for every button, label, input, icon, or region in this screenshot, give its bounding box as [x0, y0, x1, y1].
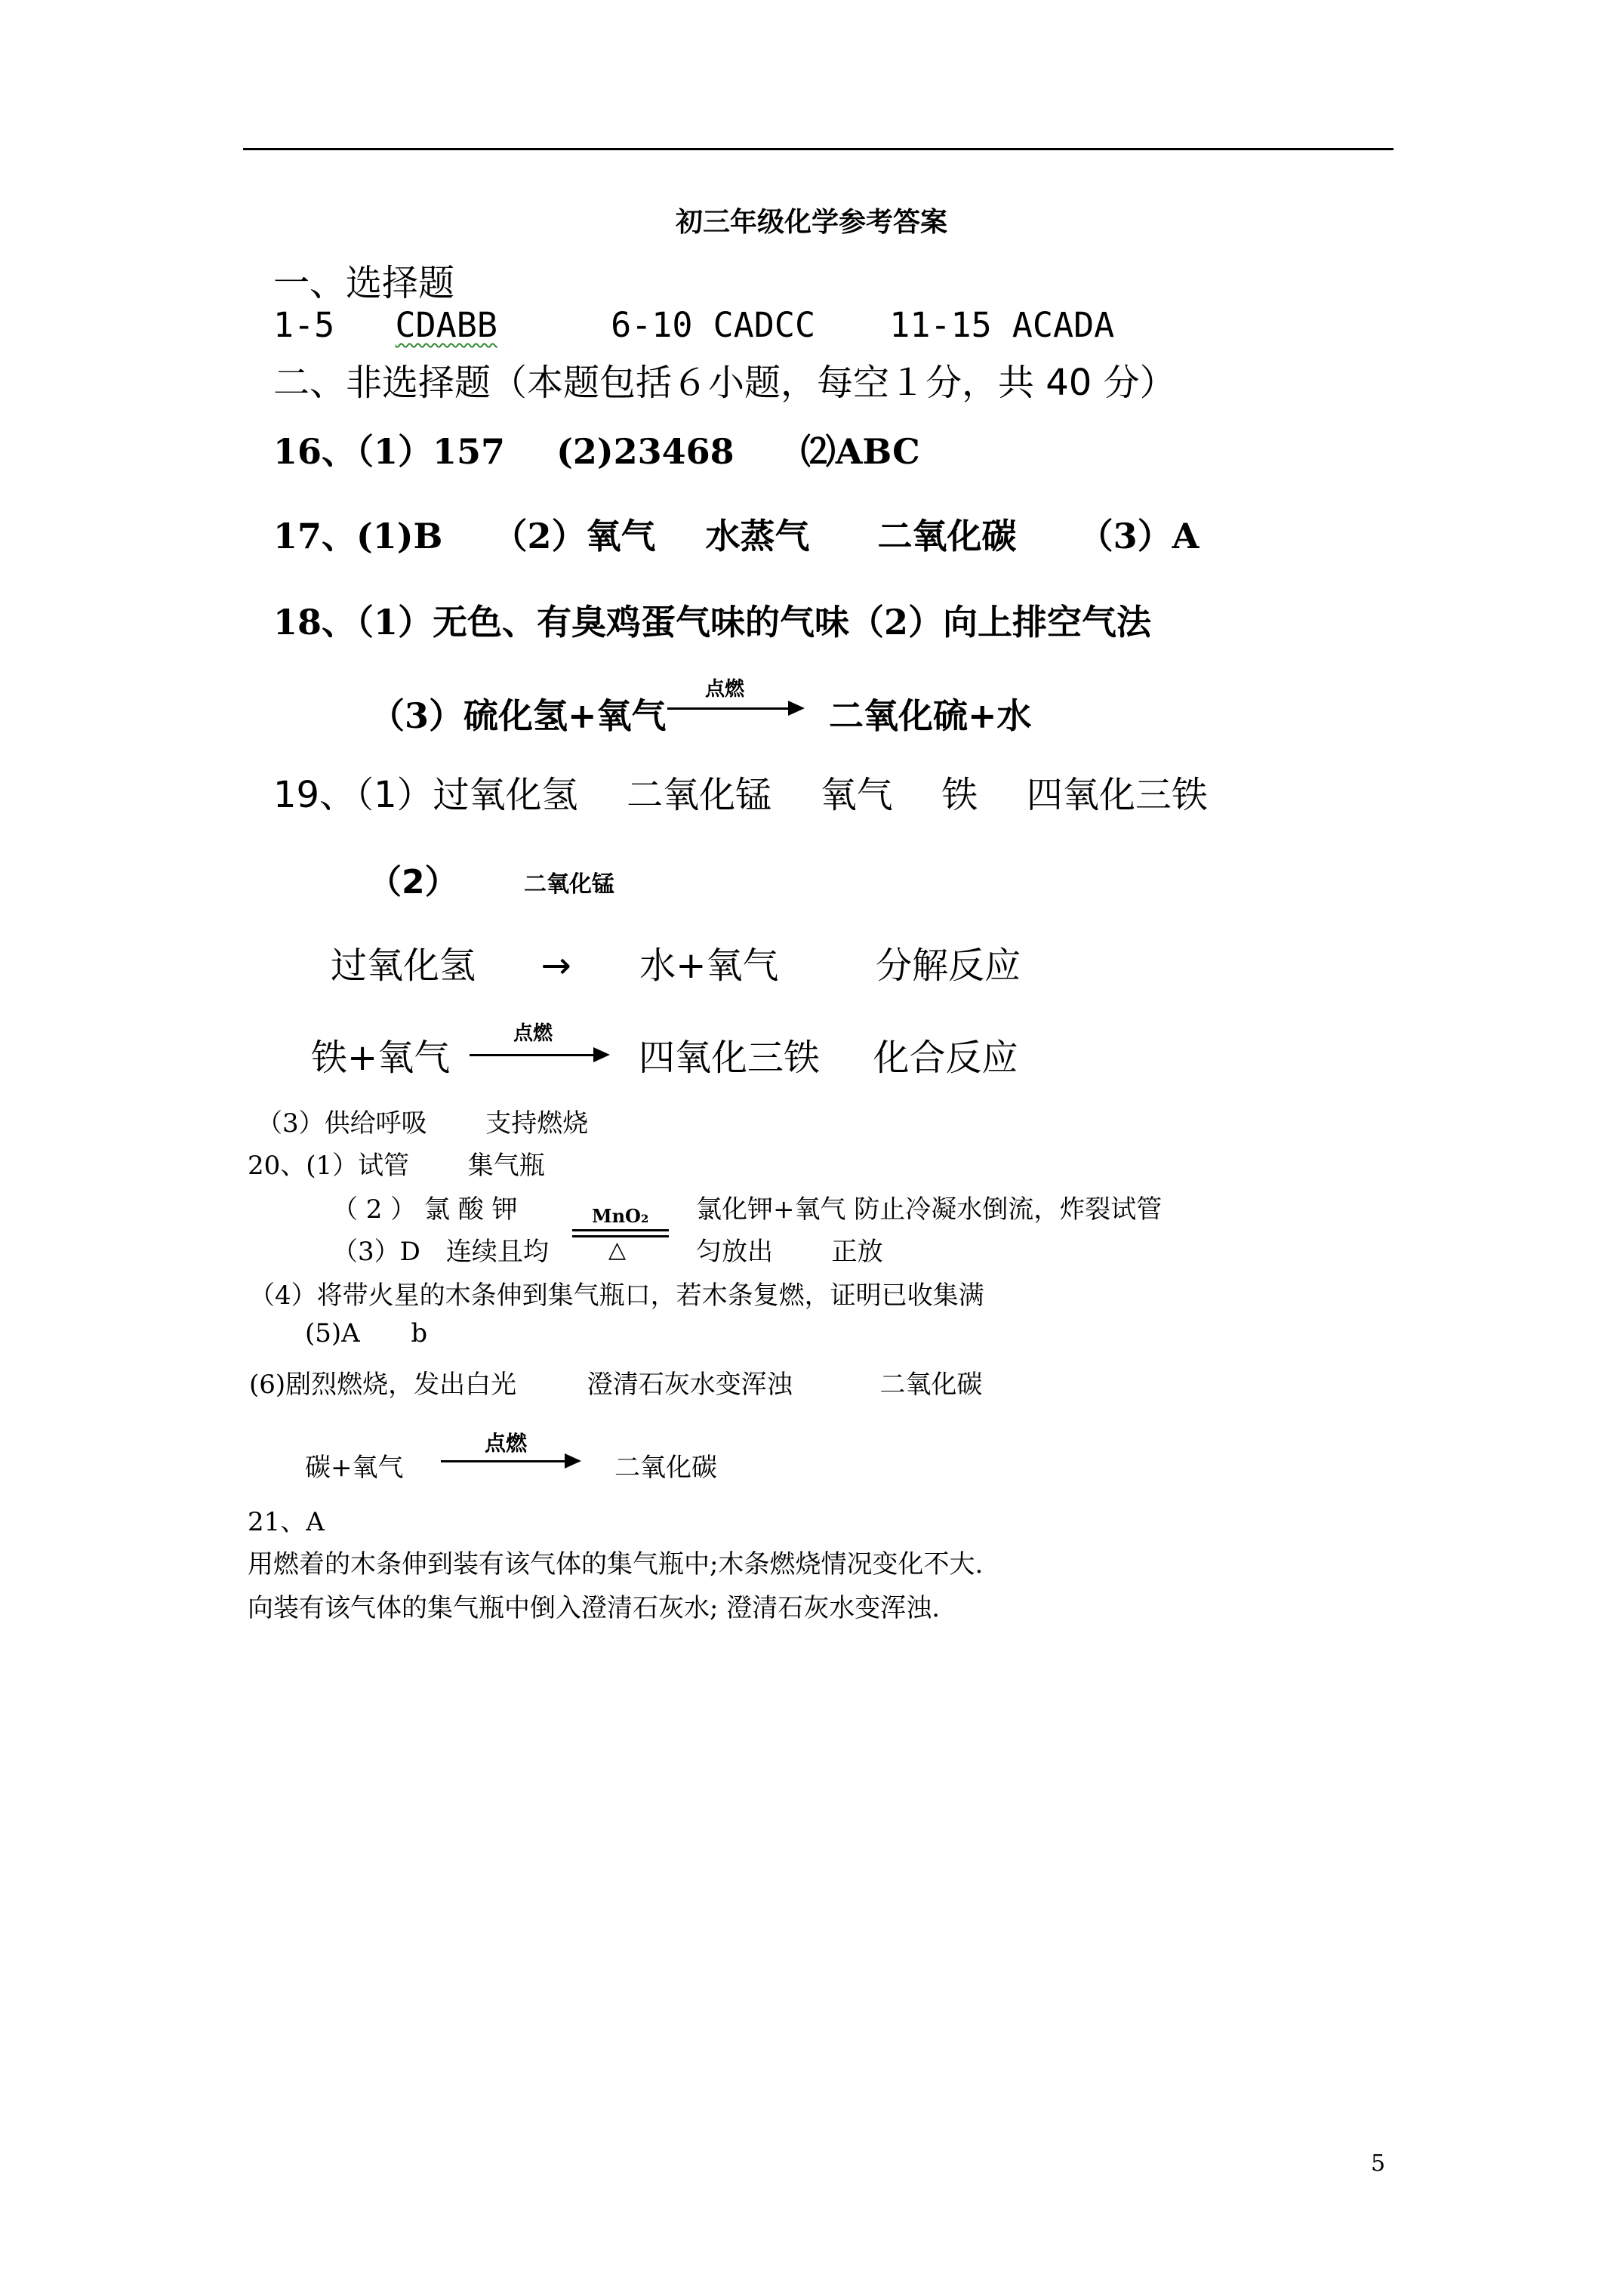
- q20-part3-b: [696, 1231, 883, 1268]
- q19-mno2-condition: 二氧化锰: [524, 871, 614, 898]
- q19-number: 19、: [273, 774, 356, 816]
- q19-eq2-condition: 点燃: [513, 1022, 553, 1045]
- q21-answer: 21、A: [248, 1507, 325, 1537]
- q20-eq-arrow-line: [441, 1460, 568, 1462]
- q19-eq2-product: 四氧化三铁: [639, 1037, 821, 1079]
- q19-part3: 氧气: [820, 774, 893, 816]
- q16-part3: ⑵ABC: [800, 431, 920, 472]
- q18-line1: [273, 595, 1151, 645]
- q16-part2: (2)23468: [556, 431, 735, 472]
- q20-heat-symbol: △: [608, 1237, 627, 1263]
- q20-part1: 20、(1）试管: [248, 1151, 410, 1181]
- q20-part6-c: 二氧化碳: [879, 1370, 983, 1400]
- q20-part2-products: 氯化钾+氧气 防止冷凝水倒流，炸裂试管: [696, 1194, 1163, 1225]
- q19-part3-a: （3）供给呼吸: [257, 1108, 427, 1139]
- q19-part3-b: 支持燃烧: [485, 1108, 589, 1139]
- q21-line2: 用燃着的木条伸到装有该气体的集气瓶中;木条燃烧情况变化不大.: [248, 1549, 984, 1579]
- q18-products: 二氧化硫+水: [829, 695, 1032, 736]
- q19-eq2-products: [639, 1028, 1018, 1080]
- q17-part4: 二氧化碳: [877, 516, 1017, 556]
- page-number: 5: [1371, 2150, 1386, 2177]
- q19-eq2-arrow-head: [593, 1047, 610, 1062]
- q20-part5-b: b: [411, 1318, 428, 1348]
- q19-eq1-product: 水+氧气: [639, 945, 779, 987]
- q20-part1b: 集气瓶: [467, 1151, 545, 1181]
- q19-part2: 二氧化锰: [627, 774, 772, 816]
- q19-part2-label: （2）: [368, 863, 458, 901]
- q18-condition: 点燃: [705, 678, 745, 701]
- choice-range-1-5: 1-5: [273, 305, 335, 345]
- q20-part2-reactant: （ 2 ） 氯 酸 钾: [332, 1194, 518, 1225]
- q18-part1: （1）无色、有臭鸡蛋气味的气味（2）向上排空气法: [356, 602, 1152, 643]
- q18-number: 18、: [273, 602, 357, 643]
- q19-eq1: [331, 936, 1021, 988]
- q20-part6: [249, 1364, 982, 1401]
- q19-part3: [257, 1102, 588, 1139]
- q20-line1: [248, 1145, 545, 1182]
- q16-part1: （1）157: [356, 431, 506, 472]
- q19-part1: （1）过氧化氢: [356, 774, 578, 816]
- q20-part4: （4）将带火星的木条伸到集气瓶口，若木条复燃，证明已收集满: [249, 1281, 984, 1311]
- q16-number: 16、: [273, 431, 357, 472]
- q20-part5: [305, 1318, 427, 1348]
- choice-answers-row: [273, 305, 1114, 345]
- q17-part5: （3）A: [1078, 516, 1200, 556]
- q19-eq2-type: 化合反应: [873, 1037, 1018, 1079]
- choice-answers-11-15: 11-15 ACADA: [889, 305, 1115, 345]
- q20-eq-arrow-head: [565, 1453, 581, 1469]
- q20-eq-condition: 点燃: [485, 1431, 528, 1456]
- page-title: 初三年级化学参考答案: [675, 206, 947, 238]
- q17-part3: 水蒸气: [705, 516, 810, 556]
- q19-line1: [273, 766, 1208, 818]
- q20-part5-a: (5)A: [305, 1318, 360, 1348]
- q20-eq-product: 二氧化碳: [614, 1453, 717, 1483]
- choice-answers-1-5: CDABB: [395, 305, 497, 345]
- q19-eq2-arrow-line: [470, 1054, 596, 1056]
- q20-mno2-label: MnO₂: [592, 1205, 649, 1227]
- q19-eq1-arrow: →: [540, 945, 571, 987]
- q17-line: [273, 509, 1199, 559]
- q19-eq1-reactant: 过氧化氢: [331, 945, 476, 987]
- q18-arrow-line: [667, 707, 791, 710]
- choice-answers-6-10: 6-10 CADCC: [611, 305, 816, 345]
- q20-part6-b: 澄清石灰水变浑浊: [587, 1370, 793, 1400]
- q18-arrow-head: [788, 701, 805, 716]
- q20-eq-line-top: [572, 1229, 669, 1231]
- section1-heading: 一、选择题: [273, 262, 455, 304]
- q19-eq2-reactant: 铁+氧气: [311, 1037, 451, 1079]
- header-rule: [243, 148, 1394, 150]
- q17-part1: (1)B: [356, 516, 443, 556]
- q17-number: 17、: [273, 516, 357, 556]
- q20-part3-post: 匀放出: [696, 1237, 773, 1267]
- q18-reactants: （3）硫化氢+氧气: [370, 695, 667, 736]
- q19-part5: 四氧化三铁: [1026, 774, 1208, 816]
- q20-part6-a: (6)剧烈燃烧，发出白光: [249, 1370, 517, 1400]
- q16-line: [273, 424, 920, 474]
- q20-part3-c: 正放: [831, 1237, 883, 1267]
- q21-line3: 向装有该气体的集气瓶中倒入澄清石灰水; 澄清石灰水变浑浊.: [248, 1593, 941, 1623]
- section2-heading: 二、非选择题（本题包括６小题，每空１分，共 40 分）: [273, 362, 1176, 404]
- q17-part2: （2）氧气: [492, 516, 656, 556]
- q19-part4: 铁: [941, 774, 978, 816]
- q20-part3-a: （3）D 连续且均: [332, 1237, 549, 1267]
- q20-eq-reactant: 碳+氧气: [305, 1453, 404, 1483]
- q19-eq1-type: 分解反应: [876, 945, 1021, 987]
